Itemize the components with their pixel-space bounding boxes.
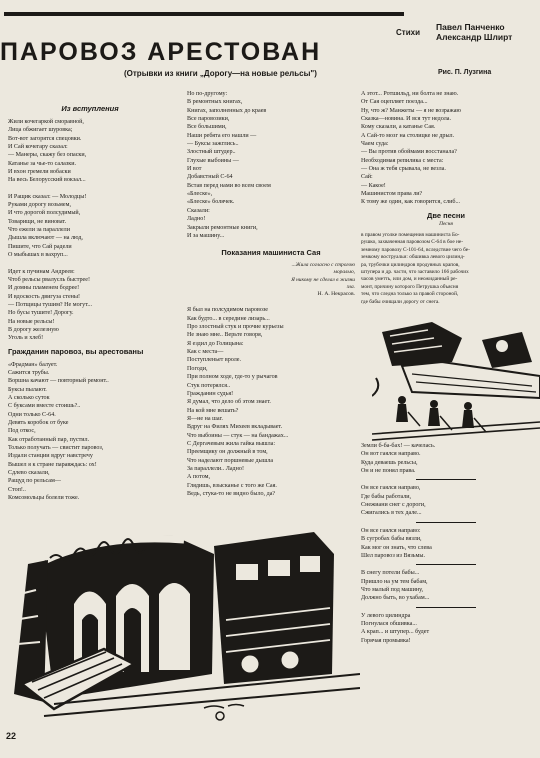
text-line: Идет к пучинам Андреев: <box>8 268 75 275</box>
column-2 <box>187 90 355 498</box>
text-line: Злостный штудер.. <box>187 149 236 156</box>
text-line: ра, трубочки цилиндров продувных крапов, <box>361 261 460 268</box>
text-line: Пришло на ум тем бабам, <box>361 578 428 585</box>
text-line: Куда деваешь рельсы, <box>361 459 418 466</box>
epigraph-author: Н. А. Некрасов. <box>317 291 355 297</box>
depot-illustration <box>14 524 360 724</box>
poem-stanza <box>361 569 531 602</box>
poem-stanza <box>8 268 172 343</box>
text-line: Ладно! <box>187 216 206 223</box>
text-line: Комсомольцы болели тоже. <box>8 495 80 502</box>
text-line: Все большими, <box>187 124 227 131</box>
prose-paragraph <box>361 232 531 306</box>
text-line: К тому же один, как говорится, слиб... <box>361 199 461 206</box>
text-line: Что выбоины — стук — на бандажах... <box>187 432 289 439</box>
text-line: Я никому не сделал в жизни <box>291 276 355 283</box>
poem-stanza <box>8 361 172 503</box>
text-line: Чтоб рельсы рвалусль быстрее! <box>8 276 90 283</box>
text-line: Я—не на шаг. <box>187 415 223 422</box>
text-line: Он все гаялся направо, <box>361 485 421 492</box>
text-line: Про злостный стук и прочие курьезы <box>187 324 284 331</box>
text-line: О мыбышах в вахруп... <box>8 252 68 259</box>
text-line: Что малый под машину, <box>361 586 424 593</box>
text-line: Глядишь, взысканье с того же Сая. <box>187 482 277 489</box>
text-line: У левого цилиндра <box>361 612 411 619</box>
text-line: В сугробах бабы вязли, <box>361 536 422 543</box>
snow-clearing-illustration <box>372 322 540 442</box>
text-line: Глухые выбоины — <box>187 157 239 164</box>
text-line: штупера и др. части, что заставило 166 рабочих <box>361 269 469 276</box>
text-line: Должно быть, во ухабам... <box>361 595 430 602</box>
poem-stanza <box>361 484 531 517</box>
poem-stanza <box>8 193 172 260</box>
text-line: — Какое! <box>361 182 386 189</box>
text-line: Жили кочегаркой сморавной, <box>8 119 84 125</box>
section-heading-testimony: Показания машиниста Сая <box>221 248 321 258</box>
text-line: Необходимая репилика с места: <box>361 157 444 164</box>
authors <box>436 22 512 42</box>
text-line: Гражданин судья! <box>187 390 234 397</box>
poem-stanza <box>361 90 531 207</box>
text-line: Не знаю мне.. Верьте говоря, <box>187 332 263 339</box>
text-line: И вот <box>187 166 202 173</box>
text-line: — Потщицы тушим? Не могут... <box>8 301 92 308</box>
poem-stanza <box>187 90 355 240</box>
text-line: А крап... и штупер... будет <box>361 629 430 636</box>
text-line: Все паровозики, <box>187 116 230 123</box>
text-line: Девять коробок от буке <box>8 420 69 426</box>
epigraph <box>187 262 355 291</box>
text-line: Дышла включают — на люд, <box>8 235 83 242</box>
text-line: В дорогу железную <box>8 326 59 333</box>
text-line: И Сай кочегару сказал: <box>8 144 68 151</box>
text-line: Лица обжигает шуровка; <box>8 127 73 134</box>
text-line: Под откос, <box>8 428 36 435</box>
divider <box>416 564 476 565</box>
text-line: «Блеске» болячек. <box>187 199 235 206</box>
text-line: — Она ж тебя срывала, не везла. <box>361 166 446 173</box>
text-line: Что наделают поршневые дышла <box>187 457 274 464</box>
column-1 <box>8 104 172 502</box>
text-line: Буксы пылают. <box>8 386 47 393</box>
text-line: Он все гаялся направо: <box>361 527 421 534</box>
poem-stanza <box>187 306 355 498</box>
text-line: Земли б-ба-бах! — качелась. <box>361 443 436 450</box>
page-title: ПАРОВОЗ АРЕСТОВАН <box>0 38 322 66</box>
poem-stanza <box>361 612 531 645</box>
text-line: Снежиани снег с дороги, <box>361 502 426 509</box>
text-line: Как мог он знать, что слева <box>361 544 432 551</box>
author-2: Александр Шлирт <box>436 32 513 42</box>
text-line: Книгах, заполненных до краев <box>187 107 267 114</box>
text-line: Стук потерялся.. <box>187 382 231 389</box>
text-line: Встав перед нами во всем своем <box>187 182 271 189</box>
poem-stanza <box>8 118 172 185</box>
text-line: Добавстный С-64 <box>187 174 233 181</box>
text-line: Как отработанный пар, пустил. <box>8 436 90 443</box>
text-line: Как с места— <box>187 349 224 356</box>
text-line: Преемщику он должный в том, <box>187 449 268 456</box>
text-line: Сажится трубы. <box>8 369 50 376</box>
text-line: тем, что следна только за правой стороной, <box>361 291 459 298</box>
text-line: И домны пламенем бодрее! <box>8 285 80 292</box>
text-line: Что ежели за параллели <box>8 227 70 234</box>
text-line: моралью, <box>333 269 355 276</box>
text-line: В ремонтных книгах, <box>187 99 243 106</box>
text-line: Только получать — свистит паровоз, <box>8 445 104 452</box>
text-line: А потом, <box>187 474 211 481</box>
text-line: — Манеры, скажу без опаски, <box>8 152 87 159</box>
text-line: В снегу потели бабы... <box>361 570 420 577</box>
section-heading-songs: Две песни <box>426 210 466 220</box>
divider <box>416 479 476 480</box>
text-line: И вдоскость двигуза стены! <box>8 293 81 300</box>
text-line: Уголь и хлеб! <box>8 335 44 342</box>
text-line: И что дорогой полсудимый, <box>8 210 81 217</box>
text-line: И за машину... <box>187 232 225 239</box>
text-line: Сдлево сказали, <box>8 470 50 477</box>
text-line: А этот... Ротшильд, ни болта не знаю. <box>361 91 459 97</box>
text-line: Погоди, <box>187 365 208 372</box>
text-line: И вхон гремели вобаски <box>8 169 71 176</box>
text-line: Сказали: <box>187 207 210 214</box>
text-line: Машинистом права ли? <box>361 191 423 198</box>
text-line: А Сай-то мозг на столицке не дрыл. <box>361 132 455 139</box>
text-line: зла. <box>346 283 355 290</box>
text-line: Он и не понял права. <box>361 468 416 475</box>
header-rule <box>4 12 404 16</box>
text-line: Ну, что ж? Манжеты — я не возражаю <box>361 107 461 114</box>
text-line: Ращуд по рельсам— <box>8 478 61 485</box>
poem-stanza <box>361 527 531 560</box>
divider <box>416 522 476 523</box>
text-line: часов уметть, или дом, и неожиданный ре- <box>361 276 458 283</box>
text-line: Шел паровоз из Вязьмы. <box>361 552 426 559</box>
poem-stanza <box>361 442 531 475</box>
text-line: Где бабы работали, <box>361 493 412 500</box>
text-line: На весь Белорусский вокзал... <box>8 177 86 184</box>
text-line: Но по-другому: <box>187 91 228 97</box>
text-line: Руками дорогу возьмем, <box>8 202 71 209</box>
text-line: При полном ходе, где-то у рычагов <box>187 374 278 381</box>
text-line: Закрыли ремонтные книги, <box>187 224 258 231</box>
text-line: Воршна качают — повторный ремонт.. <box>8 378 109 385</box>
divider <box>416 607 476 608</box>
artist-credit: Рис. П. Лузгина <box>438 69 492 76</box>
text-line: На кой мне вешать? <box>187 407 239 414</box>
authors-role: Стихи <box>396 28 420 37</box>
text-line: Катанье за чье-то салазки. <box>8 160 77 167</box>
text-line: Товарищи, не виноват. <box>8 218 67 225</box>
text-line: Но бусы тушите! Дорогу. <box>8 310 74 317</box>
text-line: С буксами вместе стоишь?.. <box>8 403 81 410</box>
text-line: На новые рельсы! <box>8 318 55 325</box>
song-title: Песня <box>439 220 453 227</box>
section-heading-intro: Из вступления <box>61 104 119 113</box>
text-line: «Блеске», <box>187 191 213 198</box>
text-line: С Дергачевым жила гайка вышла: <box>187 440 276 447</box>
text-line: Вот-вот загорятся спецовки. <box>8 135 82 142</box>
page-number: 22 <box>6 731 17 741</box>
text-line: Я был на полсудимом паровозе <box>187 307 268 314</box>
text-line: Сай: <box>361 174 373 181</box>
text-line: Сжигались в тех дале... <box>361 510 422 517</box>
text-line: — Вы против обоймами восстанала? <box>361 149 457 156</box>
page-subtitle: (Отрывки из книги „Дорогу—на новые рельсы") <box>124 69 317 78</box>
text-line: — Буксы зажглись.. <box>187 141 239 148</box>
text-line: Вдруг на Филях Михеев вкладывает. <box>187 424 283 431</box>
text-line: монт, причину которого Петрушка объясня <box>361 283 459 290</box>
text-line: Я ездил до Голицына: <box>187 340 244 347</box>
text-line: За параллели.. Ладно! <box>187 465 244 472</box>
text-line: Поступленьет вроле. <box>187 357 242 364</box>
text-line: Одни только С-64. <box>8 411 56 418</box>
text-line: Чаем суда: <box>361 141 389 148</box>
text-line: Вышел я к стране паравждась: ох! <box>8 461 97 468</box>
text-line: рушко, захваченная паровозом С-64 в бое не- <box>361 239 464 246</box>
text-line: От Сая оцепляет поезда... <box>361 99 428 106</box>
text-line: Я думал, что дело об этом знает. <box>187 399 271 406</box>
text-line: земкому воструальи: обшивка левого цилинд- <box>361 254 465 261</box>
text-line: И Ращик сказал: — Молодцы! <box>8 193 87 200</box>
text-line: А сколько суток <box>8 394 50 401</box>
text-line: где бабы очищали дорогу от снега. <box>361 298 440 305</box>
text-line: «Фрадман» балует. <box>8 361 58 368</box>
text-line: Ведь, стука-то не видно было, да? <box>187 490 276 497</box>
text-line: Горячая промывка! <box>361 637 411 644</box>
text-line: Кому сказали, а катанье Сая. <box>361 124 436 131</box>
text-line: Издали станции вдруг навстречу <box>8 453 93 460</box>
text-line: Погнулася обшивка... <box>361 620 417 627</box>
text-line: Как будто... в середине лизарь... <box>187 315 270 322</box>
text-line: Сказка—новина. И вся тут недола. <box>361 116 452 123</box>
author-1: Павел Панченко <box>436 22 505 32</box>
text-line: земному паровозу С-101-64, вследствие чего бе- <box>361 246 470 253</box>
text-line: Он вот гаялся направо. <box>361 451 421 458</box>
text-line: в правом уголке помещения машиниста Бо- <box>361 232 460 239</box>
text-line: Пишите, что Сай радели <box>8 243 72 250</box>
text-line: Стоп!.. <box>8 486 26 493</box>
text-line: Наши ребята его нашли — <box>187 132 257 139</box>
section-heading-arrest: Гражданин паровоз, вы арестованы <box>8 346 144 356</box>
text-line: ...Жила согласно с строгою <box>291 262 355 269</box>
